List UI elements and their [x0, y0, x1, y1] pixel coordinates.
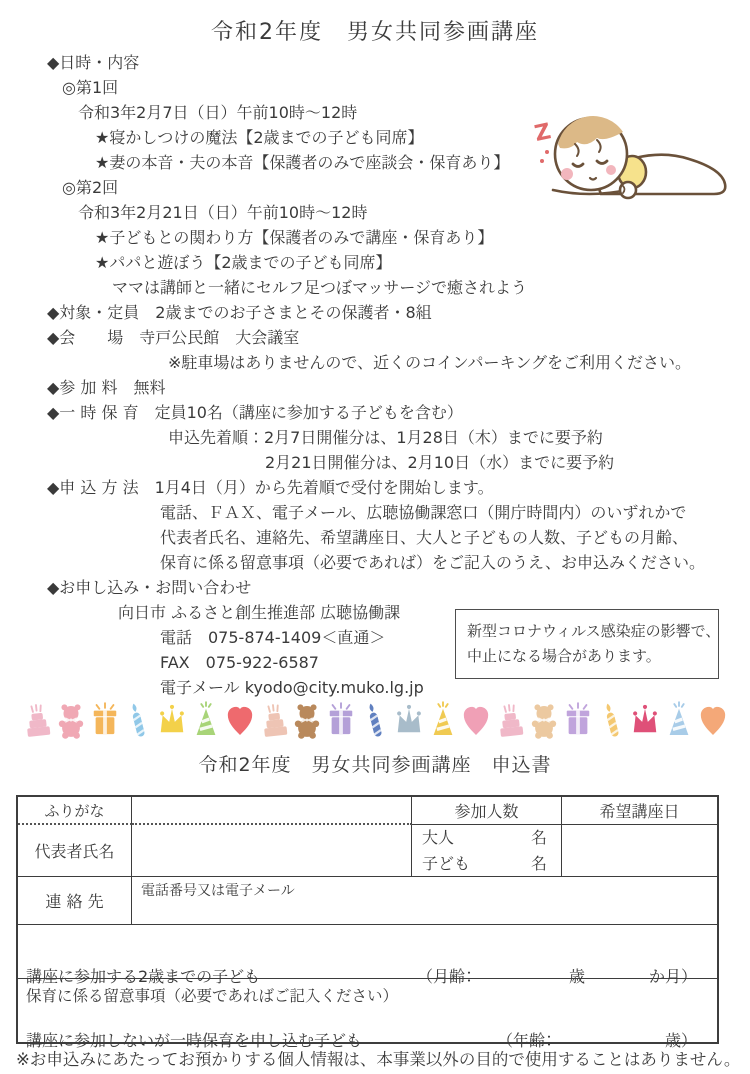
furigana-label-cell: ふりがな: [18, 797, 132, 825]
application-form-table: [16, 795, 719, 1050]
flyer-line: ★寝かしつけの魔法【2歳までの子ども同席】: [95, 128, 424, 147]
gift-icon: [90, 699, 120, 741]
flyer-line: 向日市 ふるさと創生推進部 広聴協働課: [118, 603, 401, 622]
flyer-line: 令和3年2月21日（日）午前10時～12時: [78, 203, 368, 222]
application-form-title: 令和2年度 男女共同参画講座 申込書: [198, 754, 552, 776]
flyer-line: FAX 075-922-6587: [160, 653, 319, 672]
flyer-line: ◎第2回: [62, 178, 119, 197]
flyer-line: 電話、ＦＡＸ、電子メール、広聴協働課窓口（開庁時間内）のいずれかで: [160, 503, 687, 522]
adult-count-row: [422, 825, 547, 851]
flyer-line: 令和3年2月7日（日）午前10時～12時: [78, 103, 358, 122]
participants-header-cell: 参加人数: [412, 797, 562, 825]
flyer-line: ※駐車場はありませんので、近くのコインパーキングをご利用ください。: [168, 353, 692, 372]
flyer-line: 申込先着順：2月7日開催分は、1月28日（木）までに要予約: [168, 428, 603, 447]
candle-icon: [360, 699, 390, 741]
cake-icon: [259, 699, 289, 741]
child-attend-age-fill: （月齢： 歳 か月）: [416, 967, 697, 986]
sleeping-baby-illustration: [531, 100, 739, 206]
flyer-line: ◆対象・定員 2歳までのお子さまとその保護者・8組: [47, 303, 432, 322]
flyer-line: ママは講師と一緒にセルフ足つぼマッサージで癒されよう: [112, 278, 528, 297]
gift-icon: [326, 699, 356, 741]
participant-count-cell: [412, 825, 562, 877]
representative-name-input-cell: [132, 825, 412, 877]
cake-icon: [22, 699, 52, 741]
flyer-line: 2月21日開催分は、2月10日（水）までに要予約: [265, 453, 615, 472]
adult-unit: 名: [530, 827, 547, 847]
hat-icon: [191, 699, 221, 741]
flyer-line: ★子どもとの関わり方【保護者のみで講座・保育あり】: [95, 228, 494, 247]
crown-icon: [630, 699, 660, 741]
crown-icon: [394, 699, 424, 741]
adult-label: 大人: [422, 827, 455, 847]
gift-icon: [563, 699, 593, 741]
child-care-label: 講座に参加しないが一時保育を申し込む子ども: [26, 1031, 363, 1050]
svg-text:Z: Z: [532, 119, 554, 147]
child-count-row: [422, 851, 547, 877]
hat-icon: [664, 699, 694, 741]
heart-icon: [225, 699, 255, 741]
flyer-line: ◆お申し込み・お問い合わせ: [47, 578, 252, 597]
representative-name-label-cell: 代表者氏名: [18, 825, 132, 877]
cake-icon: [495, 699, 525, 741]
flyer-line: 電話 075-874-1409＜直通＞: [160, 628, 386, 647]
child-unit: 名: [530, 853, 547, 873]
hat-icon: [428, 699, 458, 741]
flyer-line: ◆参 加 料 無料: [47, 378, 166, 397]
bear-icon: [292, 699, 322, 741]
candle-icon: [597, 699, 627, 741]
heart-icon: [698, 699, 728, 741]
heart-icon: [461, 699, 491, 741]
contact-input-cell: 電話番号又は電子メール: [132, 877, 717, 925]
desired-date-input-cell: [562, 825, 717, 877]
contact-label-cell: 連 絡 先: [18, 877, 132, 925]
page-title: 令和2年度 男女共同参画講座: [211, 20, 539, 45]
child-care-age-fill: （年齢： 歳）: [496, 1031, 697, 1050]
crown-icon: [157, 699, 187, 741]
desired-date-header-cell: 希望講座日: [562, 797, 717, 825]
sleep-z-mark: [532, 119, 553, 163]
flyer-line: ◆日時・内容: [47, 53, 140, 72]
flyer-line: ★パパと遊ぼう【2歳までの子ども同席】: [95, 253, 392, 272]
bear-icon: [56, 699, 86, 741]
decorative-icon-strip: [22, 699, 728, 741]
bear-icon: [529, 699, 559, 741]
covid-notice-line1: 新型コロナウィルス感染症の影響で、: [467, 622, 721, 640]
child-label: 子ども: [422, 853, 471, 873]
flyer-line: ★妻の本音・夫の本音【保護者のみで座談会・保育あり】: [95, 153, 510, 172]
flyer-line: 代表者氏名、連絡先、希望講座日、大人と子どもの人数、子どもの月齢、: [160, 528, 689, 547]
privacy-note: ※お申込みにあたってお預かりする個人情報は、本事業以外の目的で使用することはありません。: [16, 1050, 741, 1069]
flyer-line: ◆会 場 寺戸公民館 大会議室: [47, 328, 300, 347]
flyer-line: ◎第1回: [62, 78, 119, 97]
flyer-line: 保育に係る留意事項（必要であれば）をご記入のうえ、お申込みください。: [160, 553, 705, 572]
furigana-input-cell: [132, 797, 412, 825]
flyer-line: ◆申 込 方 法 1月4日（月）から先着順で受付を開始します。: [47, 478, 494, 497]
covid-notice-box: [455, 609, 719, 679]
child-attend-label: 講座に参加する2歳までの子ども: [26, 967, 261, 986]
candle-icon: [123, 699, 153, 741]
care-notes-cell: 保育に係る留意事項（必要であればご記入ください）: [26, 987, 399, 1005]
flyer-line: 電子メール kyodo@city.muko.lg.jp: [160, 678, 424, 697]
flyer-line: ◆一 時 保 育 定員10名（講座に参加する子どもを含む）: [47, 403, 463, 422]
covid-notice-line2: 中止になる場合があります。: [467, 647, 661, 665]
